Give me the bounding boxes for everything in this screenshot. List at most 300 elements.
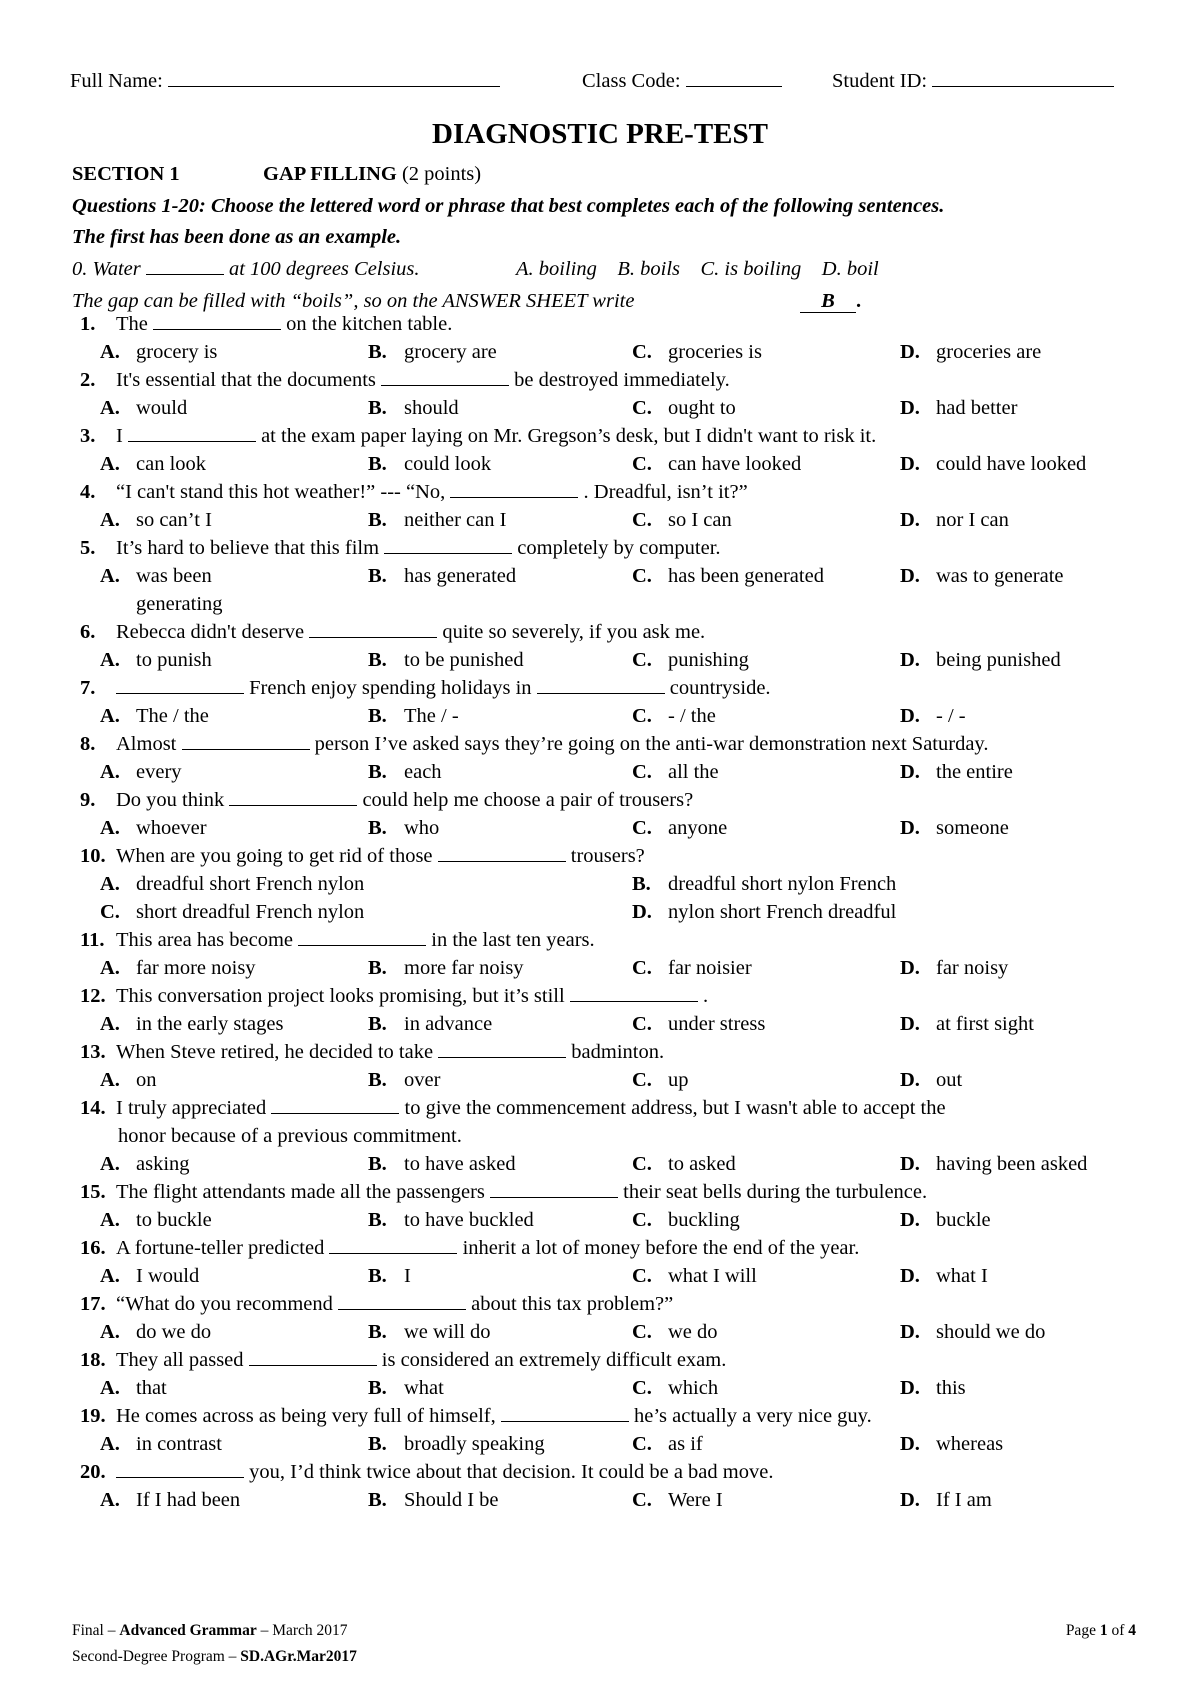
option-letter: B. <box>368 341 387 363</box>
question-number: 18. <box>80 1349 106 1371</box>
question-text: inherit a lot of money before the end of the year. <box>462 1237 860 1259</box>
option-b[interactable] <box>368 507 506 533</box>
question-text: When Steve retired, he decided to take <box>116 1041 434 1063</box>
option-text: I <box>404 1265 411 1287</box>
option-b[interactable] <box>368 703 459 729</box>
option-text: can look <box>136 453 207 475</box>
question-text: When are you going to get rid of those <box>116 845 433 867</box>
option-text: could have looked <box>936 453 1087 475</box>
option-text: neither can I <box>404 509 507 531</box>
option-text: more far noisy <box>404 957 524 979</box>
option-text: grocery are <box>404 341 497 363</box>
footer-course: Advanced Grammar <box>119 1622 257 1639</box>
question-number: 10. <box>80 845 106 867</box>
option-d[interactable] <box>900 1319 1045 1345</box>
answer-blank <box>229 787 357 806</box>
option-text: each <box>404 761 442 783</box>
student-id-label: Student ID: <box>832 70 928 92</box>
option-a[interactable] <box>100 1263 199 1289</box>
option-letter: C. <box>632 509 652 531</box>
option-letter: D. <box>632 901 652 923</box>
option-text: to buckle <box>136 1209 212 1231</box>
answer-blank <box>381 367 509 386</box>
question-number: 14. <box>80 1097 106 1119</box>
option-d[interactable] <box>900 815 1009 841</box>
full-name-field[interactable] <box>168 68 500 87</box>
option-letter: C. <box>632 341 652 363</box>
question-number: 20. <box>80 1461 106 1483</box>
answer-blank <box>450 479 578 498</box>
option-text: broadly speaking <box>404 1433 545 1455</box>
option-text: far noisier <box>668 957 752 979</box>
option-b[interactable] <box>368 1375 444 1401</box>
option-letter: D. <box>900 1209 920 1231</box>
answer-blank <box>128 423 256 442</box>
option-d[interactable] <box>900 339 1041 365</box>
option-b[interactable] <box>368 395 459 421</box>
option-a[interactable] <box>100 1207 212 1233</box>
option-text: asking <box>136 1153 190 1175</box>
question-text: their seat bells during the turbulence. <box>623 1181 928 1203</box>
option-b[interactable] <box>368 1263 411 1289</box>
answer-blank <box>537 675 665 694</box>
option-letter: D. <box>900 1069 920 1091</box>
full-name-label: Full Name: <box>70 70 163 92</box>
option-c[interactable] <box>100 899 364 925</box>
option-b[interactable] <box>368 1431 545 1457</box>
option-letter: C. <box>632 1377 652 1399</box>
question-text: on the kitchen table. <box>286 313 453 335</box>
option-d[interactable] <box>900 647 1061 673</box>
option-text: The / - <box>404 705 459 727</box>
option-d[interactable] <box>632 899 896 925</box>
option-a[interactable] <box>100 1067 157 1093</box>
example-blank <box>146 256 224 275</box>
option-text: far more noisy <box>136 957 256 979</box>
option-text: to have buckled <box>404 1209 534 1231</box>
option-text: could look <box>404 453 492 475</box>
option-text: the entire <box>936 761 1013 783</box>
option-letter: A. <box>100 1265 120 1287</box>
question-text: in the last ten years. <box>431 929 595 951</box>
option-letter: D. <box>900 397 920 419</box>
option-letter: C. <box>632 565 652 587</box>
question-text: quite so severely, if you ask me. <box>442 621 706 643</box>
option-letter: A. <box>100 649 120 671</box>
option-a[interactable] <box>100 507 212 533</box>
section-number: SECTION 1 <box>72 163 180 185</box>
option-b[interactable] <box>368 647 524 673</box>
option-letter: A. <box>100 509 120 531</box>
option-letter: D. <box>900 705 920 727</box>
option-letter: A. <box>100 761 120 783</box>
option-b[interactable] <box>368 1487 499 1513</box>
student-id-field[interactable] <box>932 68 1114 87</box>
question-stem <box>80 535 1200 561</box>
option-letter: B. <box>368 957 387 979</box>
option-text: up <box>668 1069 689 1091</box>
option-letter: D. <box>900 957 920 979</box>
option-letter: A. <box>100 397 120 419</box>
option-text: out <box>936 1069 963 1091</box>
example-options: A. boiling B. boils C. is boiling D. boil <box>516 258 879 280</box>
option-letter: D. <box>900 1265 920 1287</box>
option-text: to punish <box>136 649 212 671</box>
question-number: 13. <box>80 1041 106 1063</box>
footer-page-number <box>1066 1621 1136 1641</box>
page-total: 4 <box>1128 1622 1136 1639</box>
option-letter: A. <box>100 1153 120 1175</box>
option-a[interactable] <box>100 1011 283 1037</box>
option-a[interactable] <box>100 815 207 841</box>
option-b[interactable] <box>368 1151 516 1177</box>
question-text: be destroyed immediately. <box>514 369 730 391</box>
option-text: every <box>136 761 182 783</box>
option-letter: D. <box>900 649 920 671</box>
option-letter: D. <box>900 1489 920 1511</box>
option-letter: C. <box>100 901 120 923</box>
option-text: dreadful short French nylon <box>136 873 365 895</box>
question-stem <box>80 479 1200 505</box>
section-title-group <box>263 161 1200 187</box>
question-stem <box>80 927 1200 953</box>
option-c[interactable] <box>632 955 752 981</box>
option-letter: C. <box>632 1489 652 1511</box>
answer-blank <box>438 843 566 862</box>
option-a[interactable] <box>100 955 256 981</box>
option-text: If I am <box>936 1489 992 1511</box>
option-letter: B. <box>368 1265 387 1287</box>
option-text: anyone <box>668 817 728 839</box>
option-text: at first sight <box>936 1013 1034 1035</box>
question-number: 2. <box>80 369 96 391</box>
option-letter: A. <box>100 1489 120 1511</box>
question-stem <box>80 787 1200 813</box>
option-text: far noisy <box>936 957 1009 979</box>
option-b[interactable] <box>368 339 497 365</box>
option-d[interactable] <box>900 1011 1034 1037</box>
option-letter: B. <box>368 1209 387 1231</box>
option-letter: B. <box>368 649 387 671</box>
option-a[interactable] <box>100 703 209 729</box>
question-text: he’s actually a very nice guy. <box>633 1405 872 1427</box>
question-stem <box>80 675 1200 701</box>
question-text-continued: honor because of a previous commitment. <box>118 1125 462 1147</box>
option-c[interactable] <box>632 815 727 841</box>
footer-date: – March 2017 <box>260 1622 348 1639</box>
option-letter: C. <box>632 761 652 783</box>
question-number: 12. <box>80 985 106 1007</box>
option-c[interactable] <box>632 1151 736 1177</box>
question-text: I <box>116 425 123 447</box>
option-letter: B. <box>368 1153 387 1175</box>
option-a[interactable] <box>100 395 187 421</box>
option-b[interactable] <box>368 563 516 589</box>
option-b[interactable] <box>368 815 439 841</box>
option-letter: C. <box>632 957 652 979</box>
question-number: 19. <box>80 1405 106 1427</box>
option-a[interactable] <box>100 647 212 673</box>
question-text: could help me choose a pair of trousers? <box>362 789 694 811</box>
option-c[interactable] <box>632 1011 765 1037</box>
option-letter: C. <box>632 705 652 727</box>
question-stem <box>80 1095 1200 1121</box>
option-letter: A. <box>100 1433 120 1455</box>
answer-blank <box>249 1347 377 1366</box>
option-d[interactable] <box>900 395 1017 421</box>
option-d[interactable] <box>900 955 1008 981</box>
option-letter: B. <box>368 565 387 587</box>
section-name: GAP FILLING <box>263 163 397 185</box>
question-text: A fortune-teller predicted <box>116 1237 325 1259</box>
option-a[interactable] <box>100 759 182 785</box>
option-d[interactable] <box>900 759 1013 785</box>
option-letter: B. <box>368 1433 387 1455</box>
answer-blank <box>329 1235 457 1254</box>
example-text-a: 0. Water <box>72 258 141 280</box>
page-current: 1 <box>1099 1622 1108 1639</box>
option-letter: A. <box>100 1321 120 1343</box>
footer-line-2 <box>72 1647 357 1667</box>
option-c[interactable] <box>632 1319 718 1345</box>
question-text: This conversation project looks promising, but it’s still <box>116 985 565 1007</box>
option-d[interactable] <box>900 563 1064 589</box>
question-text: It’s hard to believe that this film <box>116 537 380 559</box>
option-b[interactable] <box>368 955 524 981</box>
option-a[interactable] <box>100 871 364 897</box>
question-stem <box>80 1235 1200 1261</box>
option-letter: A. <box>100 1377 120 1399</box>
option-text: would <box>136 397 188 419</box>
question-number: 5. <box>80 537 96 559</box>
option-b[interactable] <box>632 871 896 897</box>
question-text: is considered an extremely difficult exam. <box>381 1349 727 1371</box>
answer-blank <box>570 983 698 1002</box>
option-letter: B. <box>368 1377 387 1399</box>
option-c[interactable] <box>632 1375 718 1401</box>
footer-final: Final – <box>72 1622 116 1639</box>
question-text: They all passed <box>116 1349 244 1371</box>
option-letter: C. <box>632 1069 652 1091</box>
option-d[interactable] <box>900 1487 992 1513</box>
question-stem <box>80 619 1200 645</box>
option-b[interactable] <box>368 1319 491 1345</box>
option-d[interactable] <box>900 507 1009 533</box>
question-text: badminton. <box>571 1041 665 1063</box>
option-c[interactable] <box>632 1207 740 1233</box>
option-text: who <box>404 817 440 839</box>
instructions-line-1: Questions 1-20: Choose the lettered word or phrase that best completes each of the following sentences. <box>72 195 945 217</box>
option-letter: B. <box>368 1013 387 1035</box>
option-text: do we do <box>136 1321 212 1343</box>
option-text: to have asked <box>404 1153 516 1175</box>
page-title: DIAGNOSTIC PRE-TEST <box>432 118 768 150</box>
option-text: we do <box>668 1321 718 1343</box>
option-text: what I will <box>668 1265 757 1287</box>
option-text: so can’t I <box>136 509 212 531</box>
answer-blank <box>116 1459 244 1478</box>
option-letter: A. <box>100 565 120 587</box>
option-b[interactable] <box>368 759 442 785</box>
option-letter: D. <box>900 1013 920 1035</box>
option-letter: C. <box>632 397 652 419</box>
question-text: He comes across as being very full of himself, <box>116 1405 496 1427</box>
option-text: being punished <box>936 649 1061 671</box>
option-text: to be punished <box>404 649 524 671</box>
option-letter: D. <box>900 761 920 783</box>
option-c[interactable] <box>632 1487 723 1513</box>
option-letter: D. <box>900 817 920 839</box>
option-text: in contrast <box>136 1433 222 1455</box>
option-b[interactable] <box>368 1011 492 1037</box>
option-text: as if <box>668 1433 703 1455</box>
question-stem <box>80 1347 1200 1373</box>
option-letter: C. <box>632 453 652 475</box>
option-letter: A. <box>100 957 120 979</box>
option-text: in the early stages <box>136 1013 284 1035</box>
option-c[interactable] <box>632 759 719 785</box>
question-number: 16. <box>80 1237 106 1259</box>
student-id-group <box>832 68 1200 94</box>
question-text: Almost <box>116 733 177 755</box>
option-letter: B. <box>632 873 651 895</box>
option-text: ought to <box>668 397 736 419</box>
question-number: 1. <box>80 313 96 335</box>
question-text: countryside. <box>669 677 771 699</box>
option-text: that <box>136 1377 167 1399</box>
option-letter: B. <box>368 453 387 475</box>
option-text: to asked <box>668 1153 736 1175</box>
option-d[interactable] <box>900 1263 988 1289</box>
option-d[interactable] <box>900 1207 991 1233</box>
option-text: punishing <box>668 649 749 671</box>
answer-blank <box>116 675 244 694</box>
question-number: 4. <box>80 481 96 503</box>
option-a[interactable] <box>100 1431 222 1457</box>
option-c[interactable] <box>632 1067 689 1093</box>
option-c[interactable] <box>632 1263 757 1289</box>
option-c[interactable] <box>632 703 716 729</box>
option-a[interactable] <box>100 1319 211 1345</box>
option-d[interactable] <box>900 1375 966 1401</box>
option-text: buckle <box>936 1209 991 1231</box>
option-letter: D. <box>900 453 920 475</box>
answer-blank <box>309 619 437 638</box>
question-text: to give the commencement address, but I wasn't able to accept the <box>404 1097 946 1119</box>
option-c[interactable] <box>632 451 801 477</box>
option-text: groceries are <box>936 341 1042 363</box>
option-letter: D. <box>900 1433 920 1455</box>
option-text: - / the <box>668 705 716 727</box>
option-c[interactable] <box>632 647 749 673</box>
question-stem <box>80 731 1200 757</box>
question-stem <box>80 1291 1200 1317</box>
class-code-field[interactable] <box>686 68 782 87</box>
question-number: 7. <box>80 677 96 699</box>
option-letter: D. <box>900 1321 920 1343</box>
option-letter: A. <box>100 1013 120 1035</box>
section-points: (2 points) <box>401 163 482 185</box>
option-a[interactable] <box>100 1151 190 1177</box>
question-stem <box>80 1039 1200 1065</box>
option-text: had better <box>936 397 1018 419</box>
question-stem <box>80 311 1200 337</box>
option-text: what I <box>936 1265 988 1287</box>
option-text: someone <box>936 817 1009 839</box>
option-text: was been <box>136 565 212 587</box>
example-text-b: at 100 degrees Celsius. <box>228 258 420 280</box>
question-text: “I can't stand this hot weather!” --- “No, <box>116 481 446 503</box>
option-text: short dreadful French nylon <box>136 901 365 923</box>
footer-line-1 <box>72 1621 357 1641</box>
question-text: about this tax problem?” <box>471 1293 674 1315</box>
option-c[interactable] <box>632 1431 703 1457</box>
question-text: you, I’d think twice about that decision. It could be a bad move. <box>249 1461 774 1483</box>
option-d[interactable] <box>900 1151 1087 1177</box>
footer-left <box>72 1621 357 1667</box>
option-d[interactable] <box>900 703 966 729</box>
option-c[interactable] <box>632 563 824 589</box>
option-text: can have looked <box>668 453 802 475</box>
option-a[interactable] <box>100 1375 167 1401</box>
footer-code: SD.AGr.Mar2017 <box>240 1648 357 1665</box>
option-d[interactable] <box>900 1431 1003 1457</box>
option-letter: A. <box>100 453 120 475</box>
option-text: has generated <box>404 565 517 587</box>
footer-program: Second-Degree Program – <box>72 1648 237 1665</box>
option-letter: B. <box>368 1069 387 1091</box>
option-text: buckling <box>668 1209 740 1231</box>
option-c[interactable] <box>632 339 762 365</box>
option-a[interactable] <box>100 339 217 365</box>
option-d[interactable] <box>900 1067 962 1093</box>
question-stem <box>80 843 1200 869</box>
question-text: trousers? <box>570 845 645 867</box>
option-a[interactable] <box>100 563 212 589</box>
answer-blank <box>298 927 426 946</box>
option-b[interactable] <box>368 1207 534 1233</box>
question-text: Rebecca didn't deserve <box>116 621 305 643</box>
option-letter: A. <box>100 873 120 895</box>
question-text: at the exam paper laying on Mr. Gregson’s desk, but I didn't want to risk it. <box>261 425 877 447</box>
option-d[interactable] <box>900 451 1086 477</box>
option-text: nor I can <box>936 509 1009 531</box>
answer-blank <box>501 1403 629 1422</box>
option-b[interactable] <box>368 451 491 477</box>
question-text: person I’ve asked says they’re going on the anti-war demonstration next Saturday. <box>314 733 989 755</box>
option-text: I would <box>136 1265 200 1287</box>
option-letter: B. <box>368 1489 387 1511</box>
option-letter: C. <box>632 649 652 671</box>
option-text: grocery is <box>136 341 218 363</box>
option-a[interactable] <box>100 451 206 477</box>
answer-blank <box>182 731 310 750</box>
option-a[interactable] <box>100 1487 240 1513</box>
question-text: The <box>116 313 148 335</box>
option-c[interactable] <box>632 507 732 533</box>
option-text: what <box>404 1377 444 1399</box>
question-stem <box>80 983 1200 1009</box>
question-text: The flight attendants made all the passengers <box>116 1181 485 1203</box>
answer-blank <box>271 1095 399 1114</box>
question-number: 15. <box>80 1181 106 1203</box>
option-text: should <box>404 397 459 419</box>
option-letter: A. <box>100 341 120 363</box>
option-c[interactable] <box>632 395 736 421</box>
example-answer-value: B <box>800 290 856 313</box>
answer-blank <box>438 1039 566 1058</box>
option-b[interactable] <box>368 1067 440 1093</box>
